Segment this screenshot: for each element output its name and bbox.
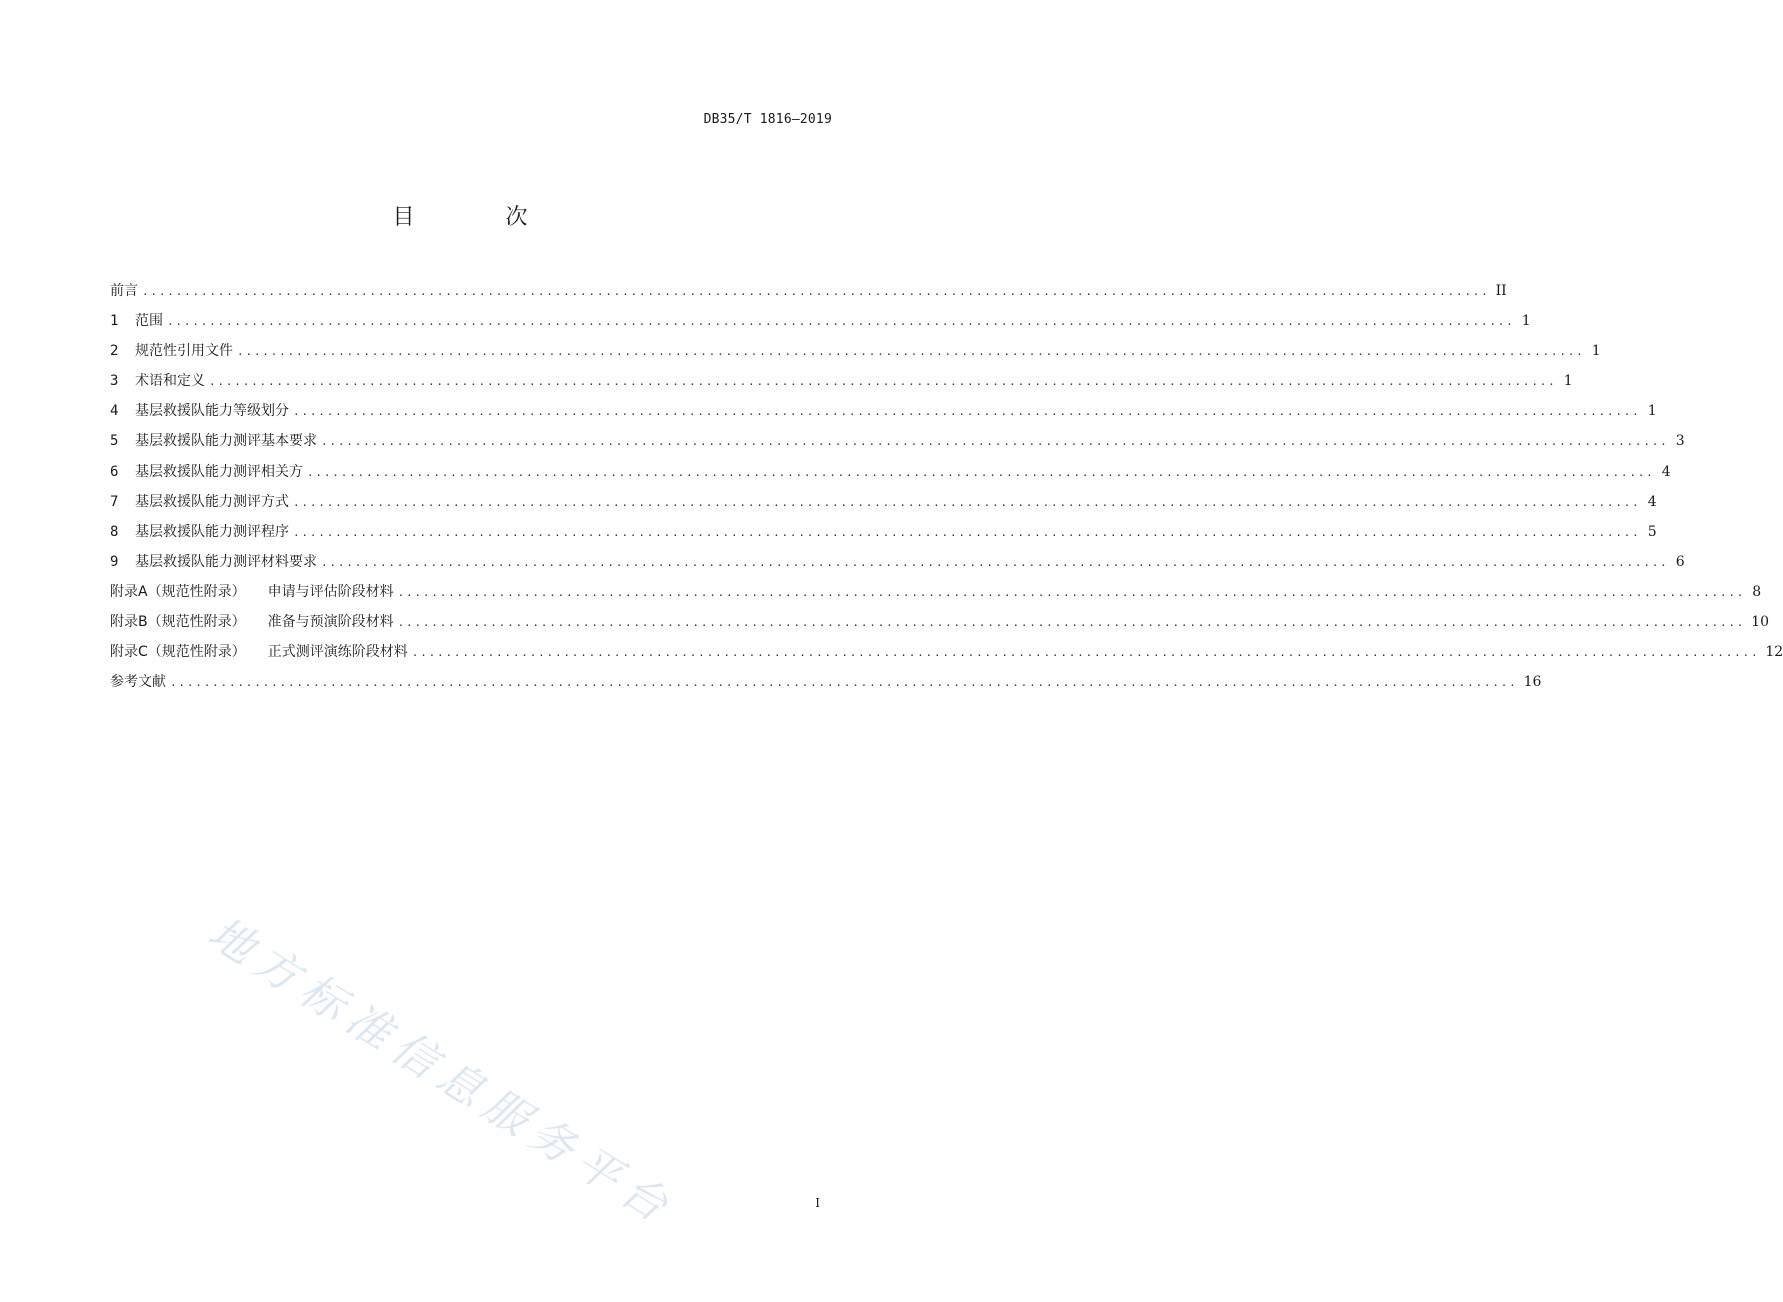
- toc-leader-dots: ................................................................................................................................................................: [397, 616, 1746, 630]
- toc-entry-8[interactable]: [110, 517, 1657, 547]
- toc-leader-dots: ................................................................................................................................................................: [321, 555, 1669, 569]
- toc-entry-number: 8: [110, 523, 119, 540]
- toc-leader-dots: ................................................................................................................................................................: [170, 676, 1518, 690]
- toc-leader-dots: ................................................................................................................................................................: [293, 525, 1641, 539]
- toc-leader-dots: ................................................................................................................................................................: [307, 465, 1655, 479]
- toc-leader-dots: ................................................................................................................................................................: [397, 585, 1746, 599]
- toc-entry-label: 附录B（规范性附录）: [110, 614, 246, 631]
- toc-entry-page: 12: [1765, 644, 1783, 661]
- toc-entry-label: 规范性引用文件: [135, 343, 233, 360]
- toc-entry-page: 1: [1563, 373, 1573, 390]
- toc-entry-label: 参考文献: [110, 674, 166, 691]
- toc-entry-label: 基层救援队能力测评方式: [135, 493, 289, 510]
- toc-entry-page: 10: [1751, 614, 1770, 631]
- toc-leader-dots: ................................................................................................................................................................: [293, 495, 1641, 509]
- toc-entry-label: 基层救援队能力测评材料要求: [135, 553, 317, 570]
- toc-entry-6[interactable]: [110, 457, 1671, 487]
- toc-entry-page: 4: [1661, 463, 1671, 480]
- toc-entry-references[interactable]: [110, 667, 1542, 697]
- table-of-contents: [110, 276, 1783, 697]
- toc-entry-number: 9: [110, 553, 119, 570]
- toc-entry-page: II: [1495, 283, 1507, 299]
- toc-entry-page: 6: [1675, 553, 1685, 570]
- toc-entry-sublabel: 申请与评估阶段材料: [267, 583, 394, 600]
- toc-entry-page: 16: [1523, 674, 1542, 691]
- toc-entry-sublabel: 准备与预演阶段材料: [267, 614, 394, 631]
- toc-entry-label: 基层救援队能力测评程序: [135, 523, 289, 540]
- toc-entry-page: 1: [1647, 403, 1657, 420]
- toc-entry-label: 前言: [110, 283, 138, 299]
- toc-entry-5[interactable]: [110, 426, 1685, 456]
- toc-entry-number: 5: [110, 433, 119, 450]
- toc-entry-appendix-c[interactable]: [110, 637, 1783, 667]
- toc-entry-appendix-b[interactable]: [110, 607, 1770, 637]
- toc-entry-3[interactable]: [110, 366, 1573, 396]
- toc-entry-page: 5: [1647, 523, 1657, 540]
- toc-leader-dots: ................................................................................................................................................................: [237, 345, 1585, 359]
- toc-leader-dots: ................................................................................................................................................................: [209, 375, 1557, 389]
- toc-entry-4[interactable]: [110, 396, 1657, 426]
- toc-entry-number: 3: [110, 373, 119, 390]
- toc-entry-appendix-a[interactable]: [110, 577, 1762, 607]
- page-number: I: [815, 1196, 820, 1210]
- toc-title: 目 次: [392, 205, 570, 230]
- toc-entry-label: 范围: [135, 313, 163, 330]
- toc-leader-dots: ................................................................................................................................................................: [293, 405, 1641, 419]
- toc-entry-label: 附录A（规范性附录）: [110, 583, 246, 600]
- toc-entry-label: 基层救援队能力测评基本要求: [135, 433, 317, 450]
- toc-entry-label: 基层救援队能力等级划分: [135, 403, 289, 420]
- watermark: 地方标准信息服务平台: [199, 907, 685, 1237]
- toc-entry-label: 附录C（规范性附录）: [110, 644, 246, 661]
- toc-leader-dots: ................................................................................................................................................................: [142, 285, 1490, 298]
- toc-entry-page: 4: [1647, 493, 1657, 510]
- toc-entry-page: 1: [1521, 313, 1531, 330]
- toc-entry-page: 8: [1752, 583, 1762, 600]
- toc-entry-foreword[interactable]: [110, 276, 1507, 306]
- toc-entry-sublabel: 正式测评演练阶段材料: [267, 644, 408, 661]
- toc-entry-label: 基层救援队能力测评相关方: [135, 463, 303, 480]
- toc-entry-9[interactable]: [110, 547, 1685, 577]
- toc-leader-dots: ................................................................................................................................................................: [321, 435, 1669, 449]
- toc-entry-1[interactable]: [110, 306, 1531, 336]
- toc-leader-dots: ................................................................................................................................................................: [411, 646, 1760, 660]
- toc-entry-page: 1: [1591, 343, 1601, 360]
- toc-entry-number: 1: [110, 313, 119, 330]
- document-code: DB35/T 1816—2019: [703, 112, 832, 127]
- toc-entry-label: 术语和定义: [135, 373, 205, 390]
- toc-entry-page: 3: [1675, 433, 1685, 450]
- toc-entry-number: 6: [110, 463, 119, 480]
- toc-entry-number: 4: [110, 403, 119, 420]
- toc-entry-2[interactable]: [110, 336, 1601, 366]
- toc-entry-number: 7: [110, 493, 119, 510]
- toc-leader-dots: ................................................................................................................................................................: [167, 315, 1515, 329]
- toc-entry-7[interactable]: [110, 487, 1657, 517]
- toc-entry-number: 2: [110, 343, 119, 360]
